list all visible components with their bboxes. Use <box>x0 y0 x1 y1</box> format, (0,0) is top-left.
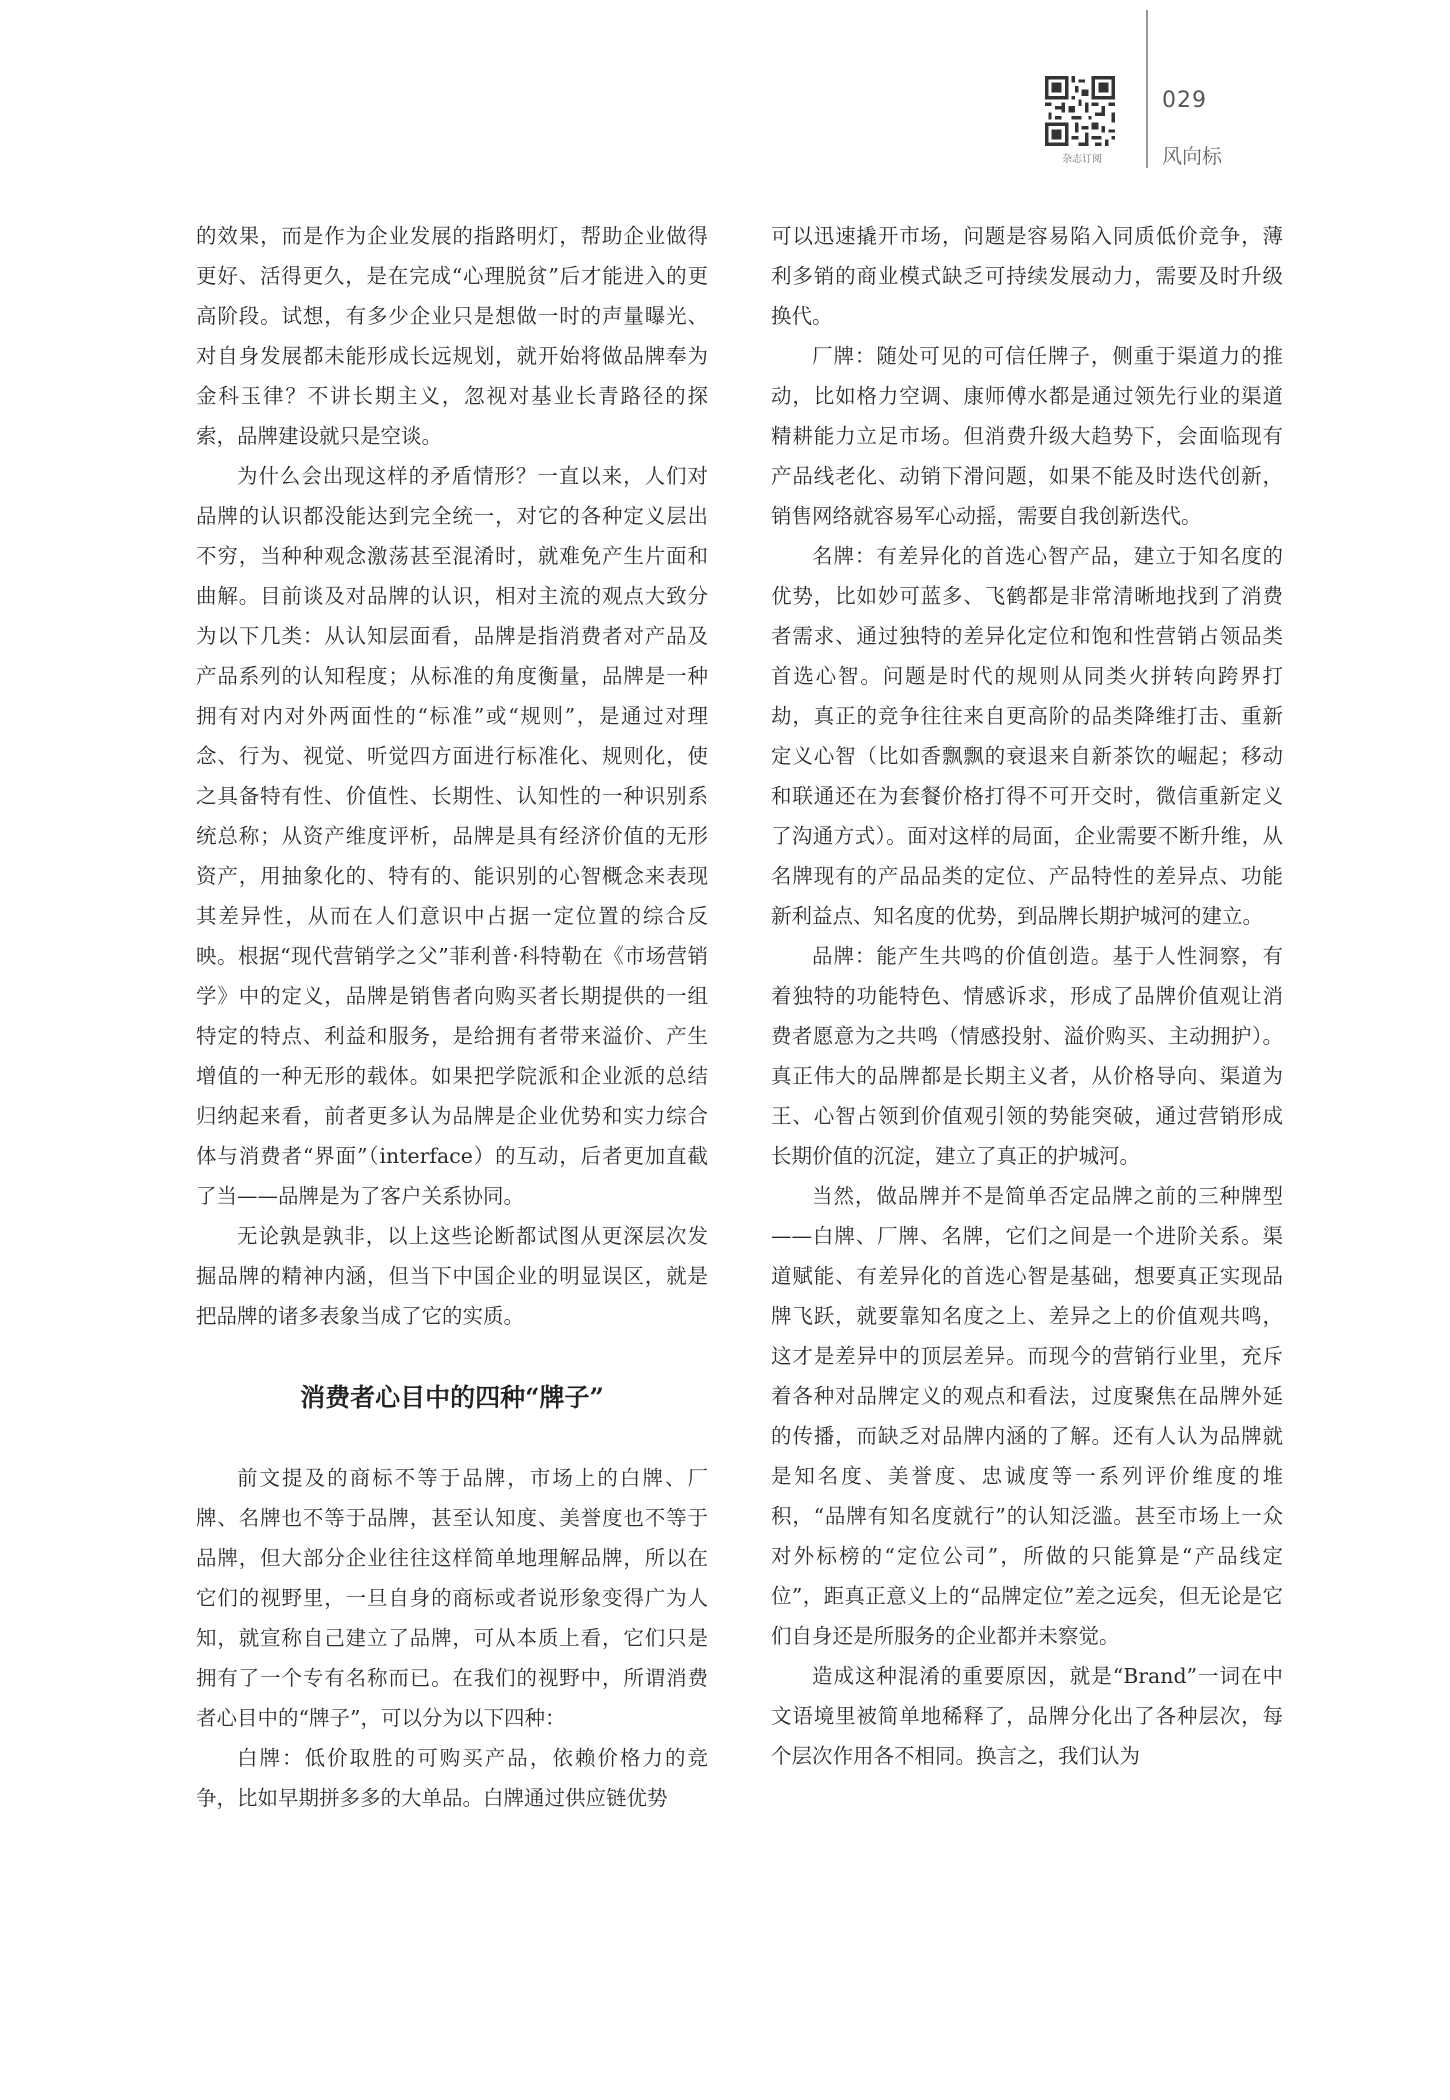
header-divider <box>1146 10 1148 168</box>
left-column <box>196 216 708 1818</box>
body-paragraph: 的效果，而是作为企业发展的指路明灯，帮助企业做得更好、活得更久，是在完成“心理脱贫”后才能进入的更高阶段。试想，有多少企业只是想做一时的声量曝光、对自身发展都未能形成长远规划，就开始将做品牌奉为金科玉律？不讲长期主义，忽视对基业长青路径的探索，品牌建设就只是空谈。 <box>196 224 708 448</box>
right-column <box>771 216 1283 1776</box>
page-header <box>1040 0 1340 180</box>
body-paragraph: 造成这种混淆的重要原因，就是“Brand”一词在中文语境里被简单地稀释了，品牌分化出了各种层次，每个层次作用各不相同。换言之，我们认为 <box>771 1664 1283 1768</box>
body-paragraph: 当然，做品牌并不是简单否定品牌之前的三种牌型——白牌、厂牌、名牌，它们之间是一个进阶关系。渠道赋能、有差异化的首选心智是基础，想要真正实现品牌飞跃，就要靠知名度之上、差异之上的价值观共鸣，这才是差异中的顶层差异。而现今的营销行业里，充斥着各种对品牌定义的观点和看法，过度聚焦在品牌外延的传播，而缺乏对品牌内涵的了解。还有人认为品牌就是知名度、美誉度、忠诚度等一系列评价维度的堆积，“品牌有知名度就行”的认知泛滥。甚至市场上一众对外标榜的“定位公司”，所做的只能算是“产品线定位”，距真正意义上的“品牌定位”差之远矣，但无论是它们自身还是所服务的企业都并未察觉。 <box>771 1184 1283 1648</box>
body-paragraph: 名牌：有差异化的首选心智产品，建立于知名度的优势，比如妙可蓝多、飞鹤都是非常清晰地找到了消费者需求、通过独特的差异化定位和饱和性营销占领品类首选心智。问题是时代的规则从同类火拼转向跨界打劫，真正的竞争往往来自更高阶的品类降维打击、重新定义心智（比如香飘飘的衰退来自新茶饮的崛起；移动和联通还在为套餐价格打得不可开交时，微信重新定义了沟通方式）。面对这样的局面，企业需要不断升维，从名牌现有的产品品类的定位、产品特性的差异点、功能新利益点、知名度的优势，到品牌长期护城河的建立。 <box>771 544 1283 928</box>
body-paragraph: 为什么会出现这样的矛盾情形？一直以来，人们对品牌的认识都没能达到完全统一，对它的各种定义层出不穷，当种种观念激荡甚至混淆时，就难免产生片面和曲解。目前谈及对品牌的认识，相对主流的观点大致分为以下几类：从认知层面看，品牌是指消费者对产品及产品系列的认知程度；从标准的角度衡量，品牌是一种拥有对内对外两面性的“标准”或“规则”，是通过对理念、行为、视觉、听觉四方面进行标准化、规则化，使之具备特有性、价值性、长期性、认知性的一种识别系统总称；从资产维度评析，品牌是具有经济价值的无形资产，用抽象化的、特有的、能识别的心智概念来表现其差异性，从而在人们意识中占据一定位置的综合反映。根据“现代营销学之父”菲利普·科特勒在《市场营销学》中的定义，品牌是销售者向购买者长期提供的一组特定的特点、利益和服务，是给拥有者带来溢价、产生增值的一种无形的载体。如果把学院派和企业派的总结归纳起来看，前者更多认为品牌是企业优势和实力综合体与消费者“界面”（interface）的互动，后者更加直截了当——品牌是为了客户关系协同。 <box>196 464 708 1208</box>
body-paragraph: 前文提及的商标不等于品牌，市场上的白牌、厂牌、名牌也不等于品牌，甚至认知度、美誉度也不等于品牌，但大部分企业往往这样简单地理解品牌，所以在它们的视野里，一旦自身的商标或者说形象变得广为人知，就宣称自己建立了品牌，可从本质上看，它们只是拥有了一个专有名称而已。在我们的视野中，所谓消费者心目中的“牌子”，可以分为以下四种： <box>196 1466 708 1730</box>
body-paragraph: 无论孰是孰非，以上这些论断都试图从更深层次发掘品牌的精神内涵，但当下中国企业的明显误区，就是把品牌的诸多表象当成了它的实质。 <box>196 1224 708 1328</box>
body-paragraph: 可以迅速撬开市场，问题是容易陷入同质低价竞争，薄利多销的商业模式缺乏可持续发展动力，需要及时升级换代。 <box>771 224 1283 328</box>
section-name: 风向标 <box>1162 144 1222 168</box>
qr-code-icon[interactable] <box>1045 76 1115 146</box>
page-number: 029 <box>1162 88 1207 113</box>
body-paragraph: 厂牌：随处可见的可信任牌子，侧重于渠道力的推动，比如格力空调、康师傅水都是通过领先行业的渠道精耕能力立足市场。但消费升级大趋势下，会面临现有产品线老化、动销下滑问题，如果不能及时迭代创新，销售网络就容易军心动摇，需要自我创新迭代。 <box>771 344 1283 528</box>
body-paragraph: 白牌：低价取胜的可购买产品，依赖价格力的竞争，比如早期拼多多的大单品。白牌通过供应链优势 <box>196 1746 708 1810</box>
qr-caption: 杂志订阅 <box>1062 154 1102 165</box>
body-paragraph: 品牌：能产生共鸣的价值创造。基于人性洞察，有着独特的功能特色、情感诉求，形成了品牌价值观让消费者愿意为之共鸣（情感投射、溢价购买、主动拥护）。真正伟大的品牌都是长期主义者，从价格导向、渠道为王、心智占领到价值观引领的势能突破，通过营销形成长期价值的沉淀，建立了真正的护城河。 <box>771 944 1283 1168</box>
section-heading: 消费者心目中的四种“牌子” <box>300 1383 604 1412</box>
